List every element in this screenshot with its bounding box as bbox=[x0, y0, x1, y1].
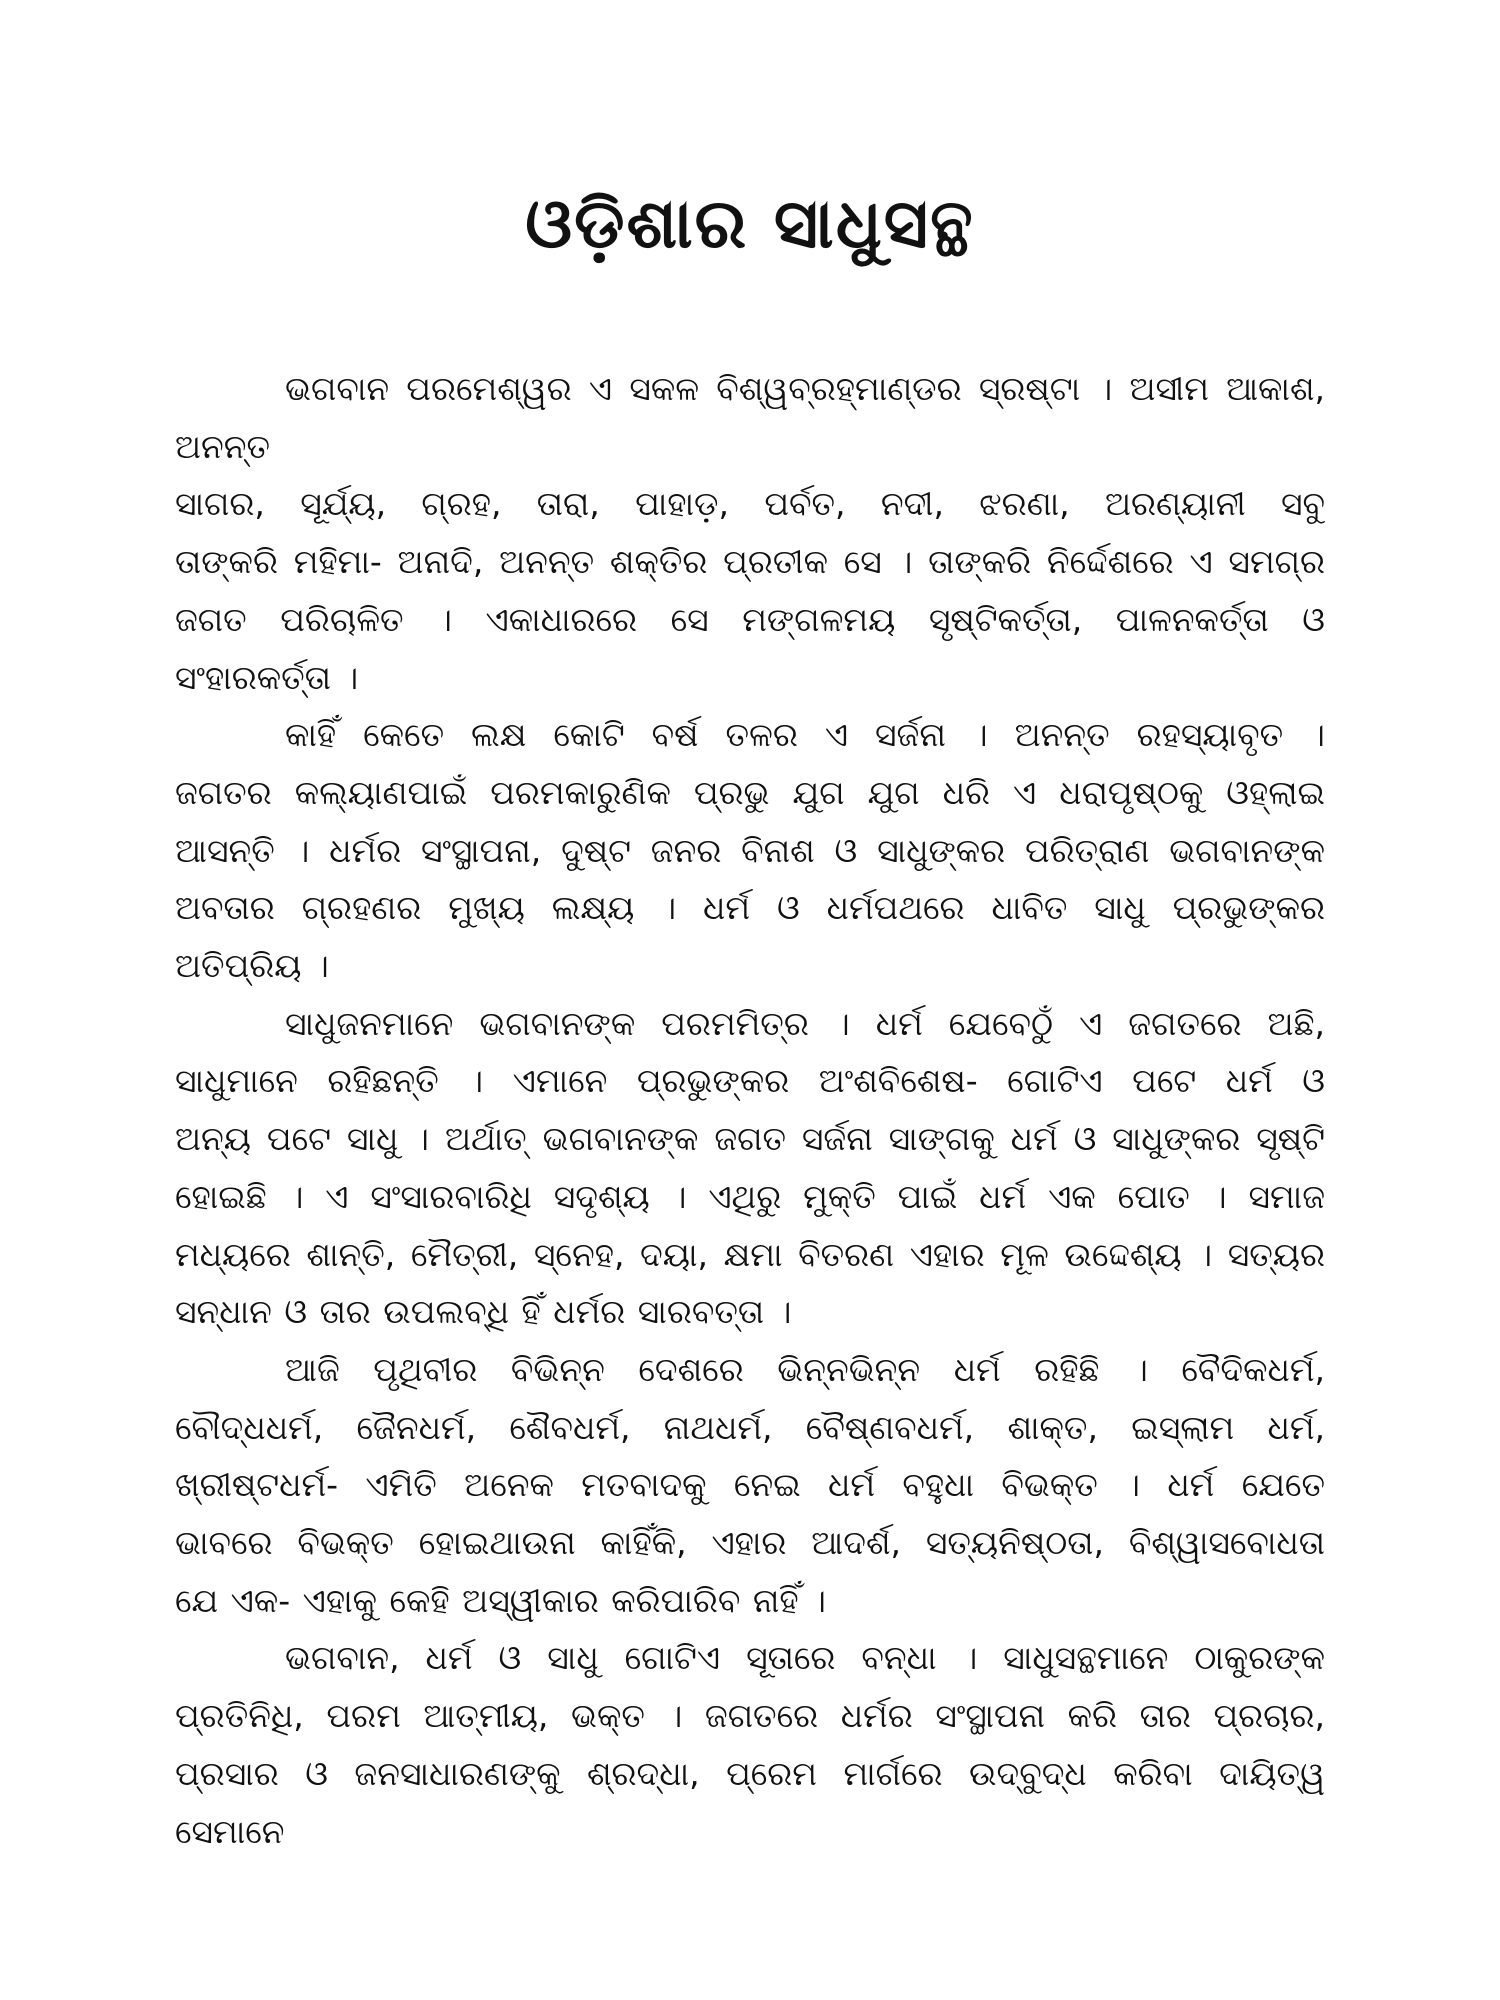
text-line: ଆସନ୍ତି । ଧର୍ମର ସଂସ୍ଥାପନା, ଦୁଷ୍ଟ ଜନର ବିନାଶ ଓ ସାଧୁଙ୍କର ପରିତ୍ରାଣ ଭଗବାନଙ୍କ bbox=[175, 830, 1325, 870]
text-line: ଭଗବାନ, ଧର୍ମ ଓ ସାଧୁ ଗୋଟିଏ ସୂତାରେ ବନ୍ଧା । ସାଧୁସନ୍ଥମାନେ ଠାକୁରଙ୍କ bbox=[285, 1638, 1325, 1678]
paragraph-3 bbox=[175, 995, 1325, 1341]
text-line: ଜଗତର କଲ୍ୟାଣପାଇଁ ପରମକାରୁଣିକ ପ୍ରଭୁ ଯୁଗ ଯୁଗ ଧରି ଏ ଧରାପୃଷ୍ଠକୁ ଓହ୍ଲାଇ bbox=[175, 772, 1325, 812]
text-line: ସାଧୁମାନେ ରହିଛନ୍ତି । ଏମାନେ ପ୍ରଭୁଙ୍କର ଅଂଶବିଶେଷ- ଗୋଟିଏ ପଟେ ଧର୍ମ ଓ bbox=[175, 1061, 1325, 1101]
text-line: ଜଗତ ପରିଚାଳିତ । ଏକାଧାରରେ ସେ ମଙ୍ଗଳମୟ ସୃଷ୍ଟିକର୍ତ୍ତା, ପାଳନକର୍ତ୍ତା ଓ bbox=[175, 599, 1325, 639]
text-line: ଯେ ଏକ- ଏହାକୁ କେହି ଅସ୍ୱୀକାର କରିପାରିବ ନାହିଁ । bbox=[175, 1580, 826, 1620]
text-line: ଭଗବାନ ପରମେଶ୍ୱର ଏ ସକଳ ବିଶ୍ୱବ୍ରହ୍ମାଣ୍ଡର ସ୍ରଷ୍ଟା । ଅସୀମ ଆକାଶ, ଅନନ୍ତ bbox=[175, 369, 1325, 466]
text-line: ତାଙ୍କରି ମହିମା- ଅନାଦି, ଅନନ୍ତ ଶକ୍ତିର ପ୍ରତୀକ ସେ । ତାଙ୍କରି ନିର୍ଦ୍ଦେଶରେ ଏ ସମଗ୍ର bbox=[175, 542, 1325, 582]
text-line: ହୋଇଛି । ଏ ସଂସାରବାରିଧି ସଦୃଶ୍ୟ । ଏଥିରୁ ମୁକ୍ତି ପାଇଁ ଧର୍ମ ଏକ ପୋତ । ସମାଜ bbox=[175, 1176, 1325, 1216]
paragraph-5 bbox=[175, 1629, 1325, 1860]
text-line: ସଂହାରକର୍ତ୍ତା । bbox=[175, 657, 359, 697]
body-text bbox=[175, 360, 1325, 1860]
text-line: ଅତିପ୍ରିୟ । bbox=[175, 946, 329, 986]
text-line: ବୌଦ୍ଧଧର୍ମ, ଜୈନଧର୍ମ, ଶୈବଧର୍ମ, ନାଥଧର୍ମ, ବୈଷ୍ଣବଧର୍ମ, ଶାକ୍ତ, ଇସ୍‌ଲାମ ଧର୍ମ, bbox=[175, 1407, 1325, 1447]
text-line: ମଧ୍ୟରେ ଶାନ୍ତି, ମୈତ୍ରୀ, ସ୍ନେହ, ଦୟା, କ୍ଷମା ବିତରଣ ଏହାର ମୂଳ ଉଦ୍ଦେଶ୍ୟ । ସତ୍ୟର bbox=[175, 1234, 1325, 1274]
page-title: ଓଡ଼ିଶାର ସାଧୁସନ୍ଥ bbox=[525, 185, 975, 264]
text-line: ପ୍ରସାର ଓ ଜନସାଧାରଣଙ୍କୁ ଶ୍ରଦ୍ଧା, ପ୍ରେମ ମାର୍ଗରେ ଉଦ୍‌ବୁଦ୍ଧ କରିବା ଦାୟିତ୍ୱ ସେମାନେ bbox=[175, 1753, 1325, 1851]
paragraph-2 bbox=[175, 706, 1325, 995]
text-line: ଅବତାର ଗ୍ରହଣର ମୁଖ୍ୟ ଲକ୍ଷ୍ୟ । ଧର୍ମ ଓ ଧର୍ମପଥରେ ଧାବିତ ସାଧୁ ପ୍ରଭୁଙ୍କର bbox=[175, 888, 1325, 928]
text-line: ଅନ୍ୟ ପଟେ ସାଧୁ । ଅର୍ଥାତ୍ ଭଗବାନଙ୍କ ଜଗତ ସର୍ଜନା ସାଙ୍ଗକୁ ଧର୍ମ ଓ ସାଧୁଙ୍କର ସୃଷ୍ଟି bbox=[175, 1119, 1325, 1159]
text-line: ସନ୍ଧାନ ଓ ତାର ଉପଲବ୍ଧି ହିଁ ଧର୍ମର ସାରବତ୍ତା । bbox=[175, 1292, 792, 1332]
text-line: ପ୍ରତିନିଧି, ପରମ ଆତ୍ମୀୟ, ଭକ୍ତ । ଜଗତରେ ଧର୍ମର ସଂସ୍ଥାପନା କରି ତାର ପ୍ରଚାର, bbox=[175, 1696, 1325, 1736]
text-line: ସାଧୁଜନମାନେ ଭଗବାନଙ୍କ ପରମମିତ୍ର । ଧର୍ମ ଯେବେଠୁଁ ଏ ଜଗତରେ ଅଛି, bbox=[285, 1003, 1325, 1043]
text-line: ସାଗର, ସୂର୍ଯ୍ୟ, ଗ୍ରହ, ତାରା, ପାହାଡ଼, ପର୍ବତ, ନଦୀ, ଝରଣା, ଅରଣ୍ୟାନୀ ସବୁ bbox=[175, 484, 1325, 524]
text-line: ଖ୍ରୀଷ୍ଟଧର୍ମ- ଏମିତି ଅନେକ ମତବାଦକୁ ନେଇ ଧର୍ମ ବହୁଧା ବିଭକ୍ତ । ଧର୍ମ ଯେତେ bbox=[175, 1465, 1325, 1505]
text-line: କାହିଁ କେତେ ଲକ୍ଷ କୋଟି ବର୍ଷ ତଳର ଏ ସର୍ଜନା । ଅନନ୍ତ ରହସ୍ୟାବୃତ । bbox=[285, 715, 1325, 755]
text-line: ଭାବରେ ବିଭକ୍ତ ହୋଇଥାଉନା କାହିଁକି, ଏହାର ଆଦର୍ଶ, ସତ୍ୟନିଷ୍ଠତା, ବିଶ୍ୱାସବୋଧତା bbox=[175, 1523, 1325, 1563]
paragraph-1 bbox=[175, 360, 1325, 706]
paragraph-4 bbox=[175, 1341, 1325, 1630]
text-line: ଆଜି ପୃଥିବୀର ବିଭିନ୍ନ ଦେଶରେ ଭିନ୍ନଭିନ୍ନ ଧର୍ମ ରହିଛି । ବୈଦିକଧର୍ମ, bbox=[285, 1349, 1325, 1389]
